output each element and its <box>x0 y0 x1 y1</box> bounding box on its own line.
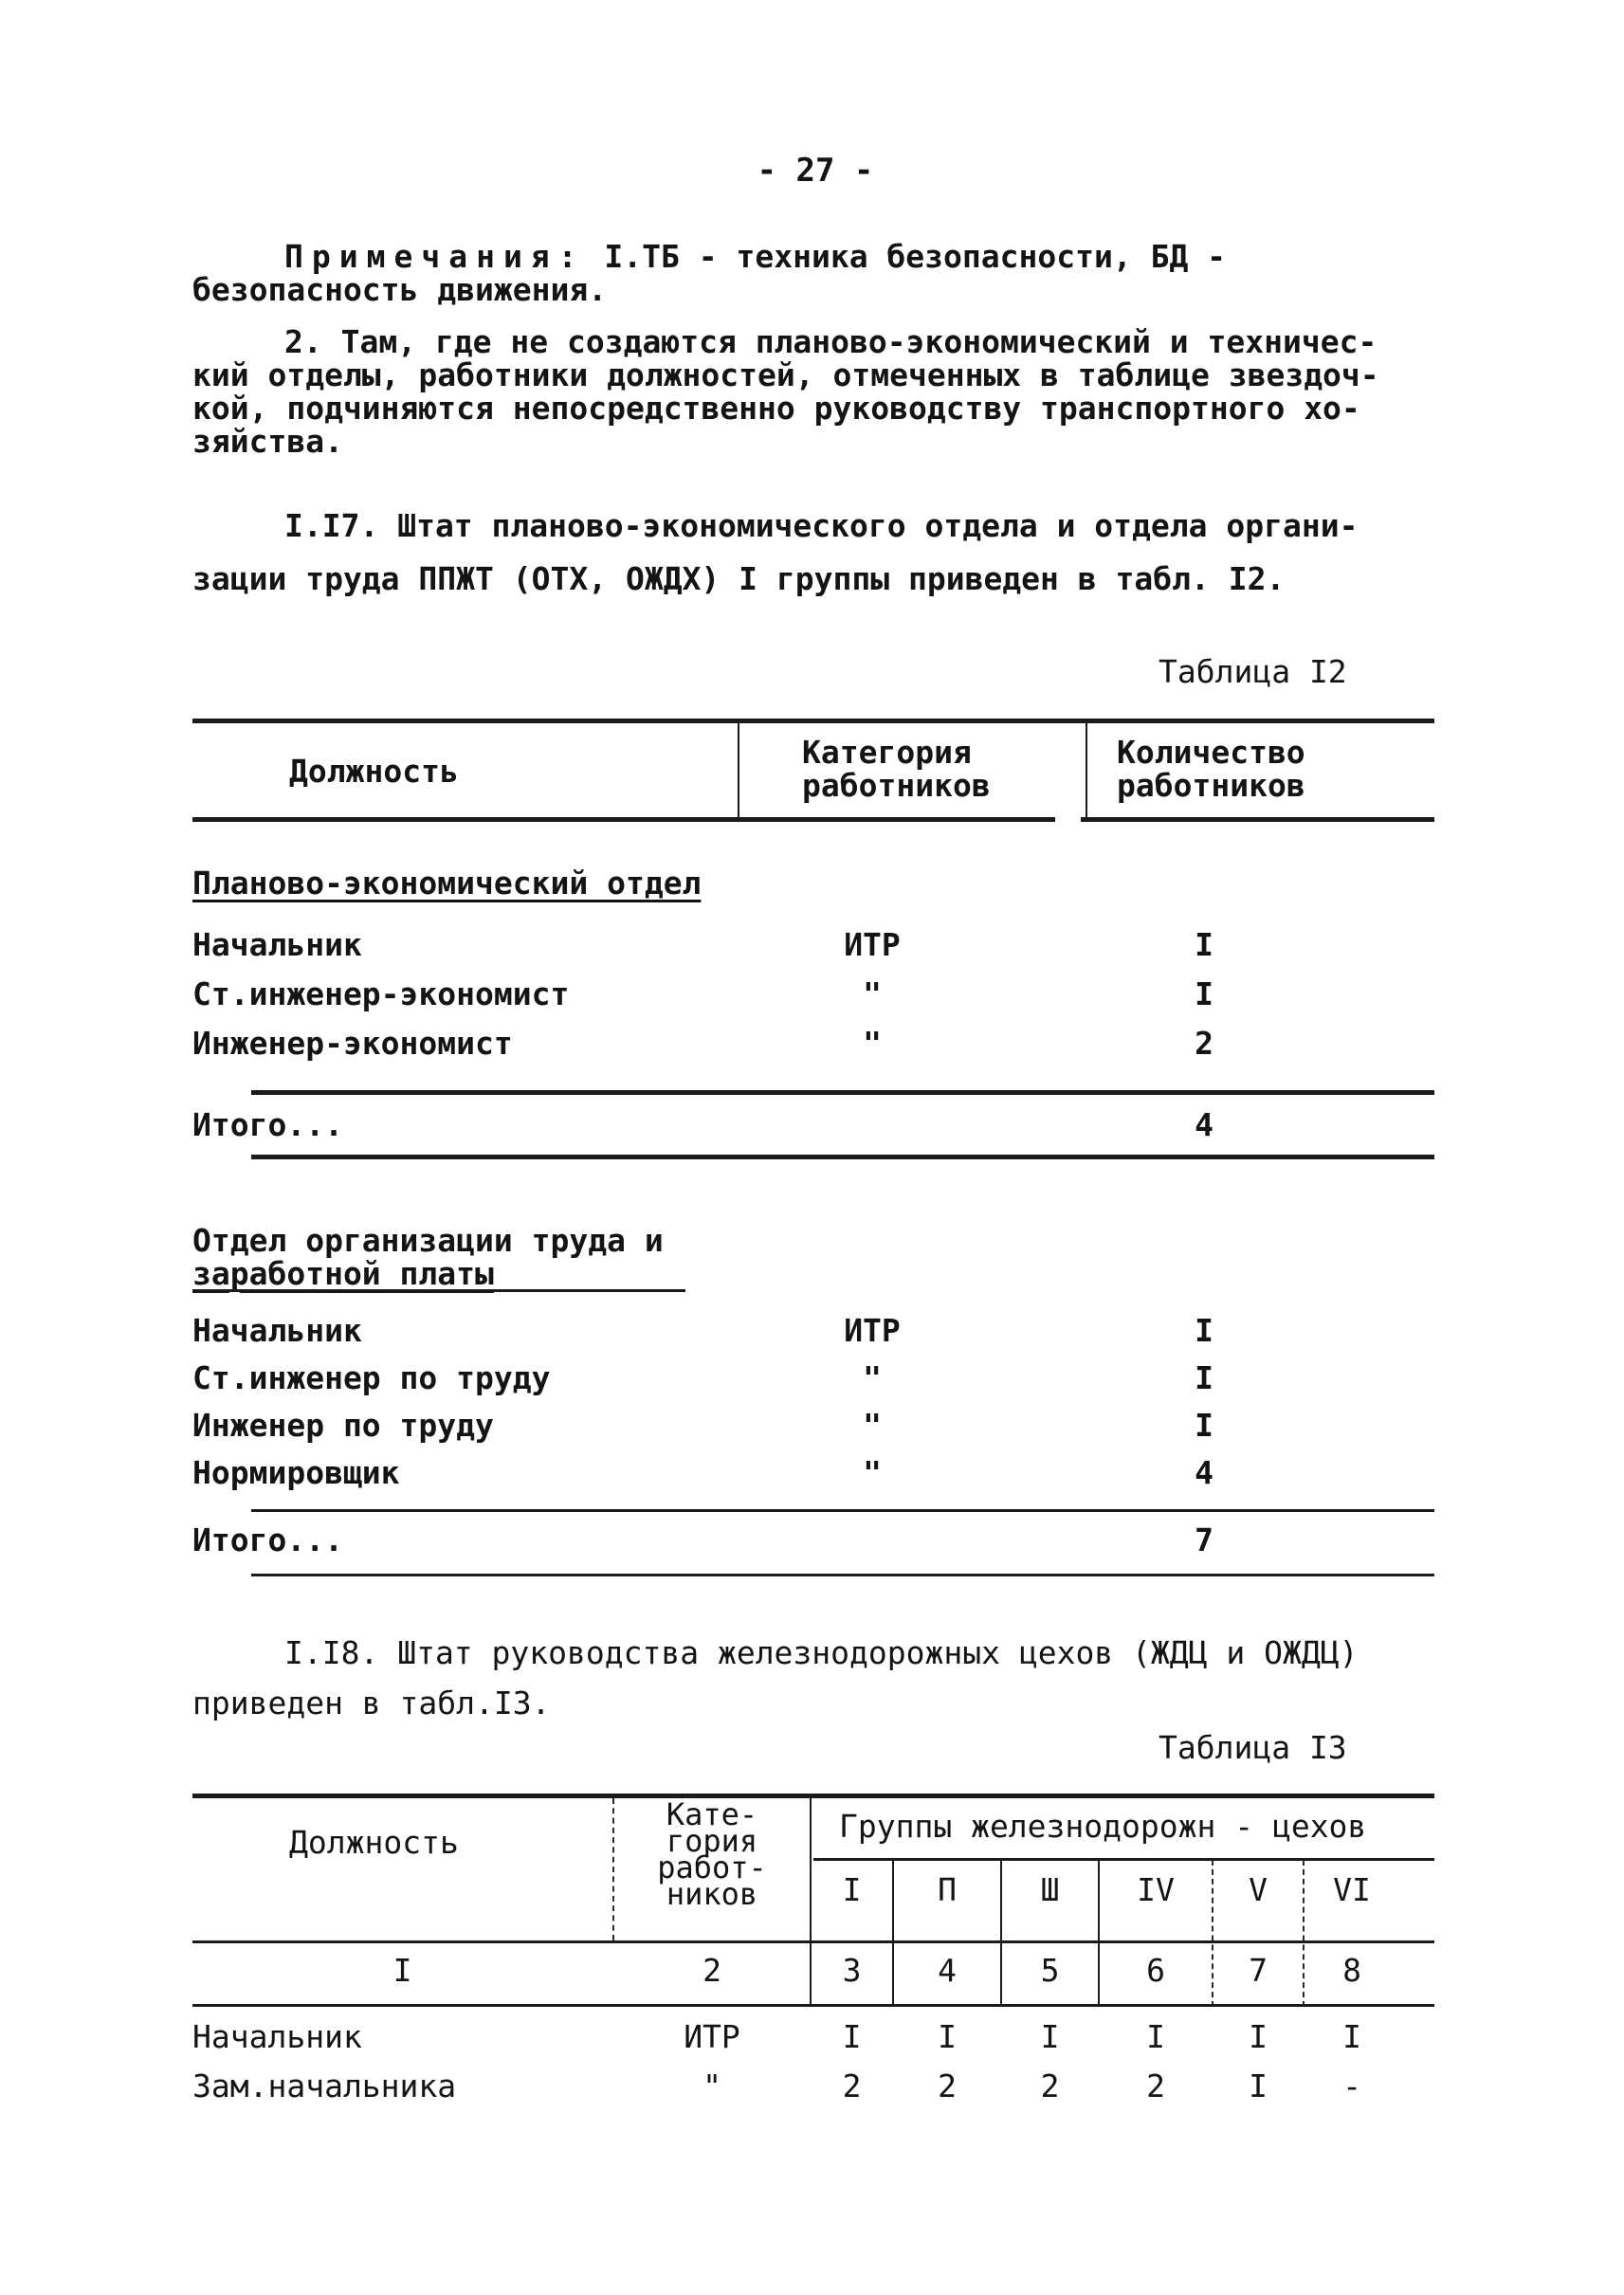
page-number: - 27 - <box>757 152 874 190</box>
table12-row-position: Ст.инженер по труду <box>192 1359 551 1396</box>
table13-col-number: 4 <box>938 1952 957 1989</box>
note-2-line: кой, подчиняются непосредственно руководству транспортного хо- <box>192 390 1360 427</box>
note-2-line: 2. Там, где не создаются планово-экономический и техничес- <box>284 323 1378 360</box>
table12-total-rule <box>251 1509 1434 1512</box>
table13-col-number: 6 <box>1146 1952 1165 1989</box>
table12-row-count: I <box>1195 1359 1213 1396</box>
table13-cell: - <box>1342 2067 1361 2104</box>
table12-section-rule <box>192 1289 685 1292</box>
table13-groups-rule <box>813 1858 1434 1861</box>
table13-col-divider <box>612 1798 614 1940</box>
table12-row-count: I <box>1195 1312 1213 1349</box>
note-1-continuation: безопасность движения. <box>192 271 608 308</box>
note-2-line: зяйства. <box>192 423 343 460</box>
table13-col-number: I <box>392 1952 412 1989</box>
table13-header-category <box>616 1796 808 1912</box>
table13-cell: 2 <box>1146 2067 1165 2104</box>
table13-cell: I <box>1249 2067 1268 2104</box>
table13-row-position: Начальник <box>192 2018 362 2055</box>
table13-cell: I <box>1249 2018 1268 2055</box>
table13-header-rule <box>192 1940 1434 1943</box>
table12-row-position: Инженер-экономист <box>192 1025 513 1062</box>
para-117-line: I.I7. Штат планово-экономического отдела и отдела органи- <box>284 507 1359 544</box>
table13-header-category-line: работ- <box>657 1849 767 1885</box>
table12-col-divider <box>1086 722 1087 817</box>
table12-row-category: " <box>863 1025 882 1062</box>
table12-section-title: заработной платы <box>192 1255 494 1292</box>
table12-total-label: Итого... <box>192 1106 343 1143</box>
table12-row-count: I <box>1195 975 1213 1012</box>
table12-row-count: I <box>1195 1407 1213 1444</box>
table12-row-position: Ст.инженер-экономист <box>192 975 570 1012</box>
table12-section-title: Планово-экономический отдел <box>192 865 702 902</box>
table12-header-category: работников <box>802 767 991 804</box>
table13-cell: I <box>1040 2018 1060 2055</box>
table12-row-position: Начальник <box>192 926 362 963</box>
table13-cell: I <box>842 2018 862 2055</box>
para-118-line: I.I8. Штат руководства железнодорожных цехов (ЖДЦ и ОЖДЦ) <box>284 1634 1359 1671</box>
table13-header-position: Должность <box>289 1824 459 1861</box>
para-118-line: приведен в табл.I3. <box>192 1685 551 1721</box>
table12-total-rule <box>251 1090 1434 1095</box>
table12-row-position: Инженер по труду <box>192 1407 494 1444</box>
table13-top-rule <box>192 1794 1434 1798</box>
table13-cell: I <box>1146 2018 1165 2055</box>
table13-cell: 2 <box>842 2067 862 2104</box>
table12-total-value: 4 <box>1195 1106 1213 1143</box>
table13-cell: 2 <box>938 2067 957 2104</box>
table12-total-rule <box>251 1574 1434 1576</box>
table13-col-number: 3 <box>842 1952 862 1989</box>
table13-group-header: IV <box>1137 1871 1175 1908</box>
table12-header-position: Должность <box>289 753 459 790</box>
table12-header-count: Количество <box>1117 734 1305 771</box>
table13-header-category-line: Кате- <box>666 1796 758 1832</box>
table13-header-category-line: гория <box>666 1823 758 1859</box>
table12-row-count: 2 <box>1195 1025 1213 1062</box>
table12-total-label: Итого... <box>192 1521 343 1558</box>
table13-row-position: Зам.начальника <box>192 2067 457 2104</box>
table13-col-number: 8 <box>1342 1952 1361 1989</box>
table12-row-count: I <box>1195 926 1213 963</box>
table13-caption: Таблица I3 <box>1159 1729 1347 1766</box>
notes-line-1 <box>284 239 1226 274</box>
table13-col-number: 7 <box>1249 1952 1268 1989</box>
table13-group-header: VI <box>1333 1871 1371 1908</box>
table12-row-category: " <box>863 1359 882 1396</box>
table13-numbers-rule <box>192 2004 1434 2007</box>
table12-row-category: " <box>863 1407 882 1444</box>
table12-header-rule <box>1081 817 1434 822</box>
table12-row-position: Начальник <box>192 1312 362 1349</box>
table12-header-count: работников <box>1117 767 1305 804</box>
table13-row-category: ИТР <box>684 2018 740 2055</box>
table13-col-number: 5 <box>1040 1952 1060 1989</box>
table13-group-header: I <box>842 1871 862 1908</box>
table13-group-header: П <box>938 1871 957 1908</box>
table12-total-rule <box>251 1155 1434 1159</box>
table12-top-rule <box>192 719 1434 723</box>
table13-cell: I <box>938 2018 957 2055</box>
table12-col-divider <box>738 722 739 817</box>
table13-group-header: V <box>1249 1871 1268 1908</box>
table12-row-category: " <box>863 1454 882 1491</box>
table13-group-header: Ш <box>1040 1871 1060 1908</box>
table13-header-category-line: ников <box>666 1876 758 1912</box>
table12-row-category: ИТР <box>844 1312 901 1349</box>
table12-row-count: 4 <box>1195 1454 1213 1491</box>
table12-row-category: " <box>863 975 882 1012</box>
table12-section-title: Отдел организации труда и <box>192 1222 664 1259</box>
table12-header-rule <box>192 817 1055 822</box>
note-2-line: кий отделы, работники должностей, отмеченных в таблице звездоч- <box>192 356 1379 393</box>
table13-col-number: 2 <box>703 1952 721 1989</box>
table12-header-category: Категория <box>802 734 972 771</box>
table12-row-position: Нормировщик <box>192 1454 400 1491</box>
table13-row-category: " <box>703 2067 721 2104</box>
note-1-text: I.ТБ - техника безопасности, БД - <box>585 238 1227 275</box>
table13-cell: I <box>1342 2018 1361 2055</box>
table13-header-groups: Группы железнодорожн - цехов <box>839 1808 1367 1845</box>
para-117-line: зации труда ППЖТ (ОТХ, ОЖДХ) I группы приведен в табл. I2. <box>192 560 1286 597</box>
table13-cell: 2 <box>1040 2067 1060 2104</box>
table12-total-value: 7 <box>1195 1521 1213 1558</box>
table12-row-category: ИТР <box>844 926 901 963</box>
notes-heading: Примечания: <box>284 238 586 275</box>
table12-caption: Таблица I2 <box>1159 653 1347 690</box>
